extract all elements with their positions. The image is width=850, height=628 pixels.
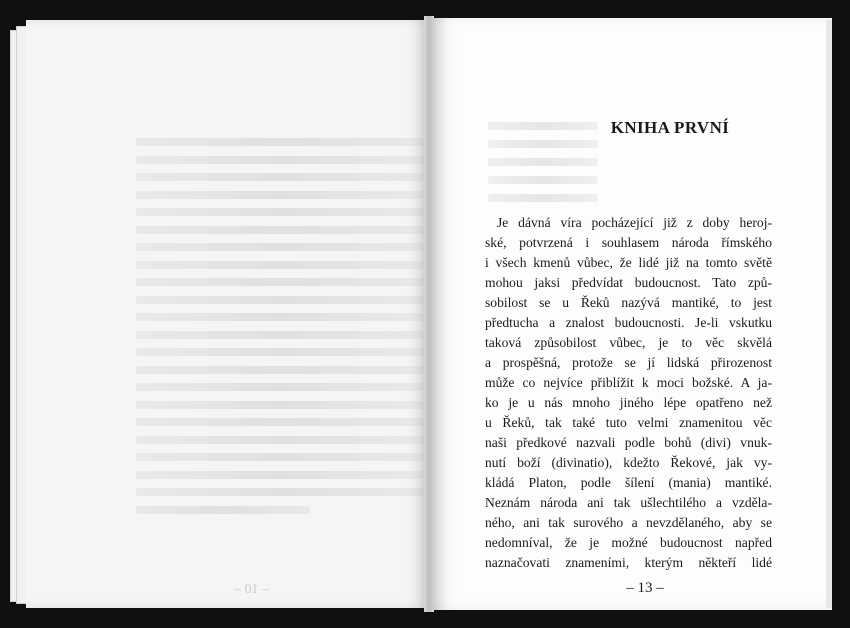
text-line: a prospěšná, protože se jí lidská přirozenost	[485, 355, 772, 370]
show-through-line	[136, 401, 426, 409]
show-through-line	[488, 158, 598, 166]
show-through-line	[136, 226, 426, 234]
text-line: mohou jaksi předvídat budoucnost. Tato způ-	[485, 275, 772, 290]
text-line: může co nejvíce přiblížit k moci božské. A ja-	[485, 375, 772, 390]
show-through-line	[136, 366, 426, 374]
paragraph	[485, 213, 772, 573]
show-through-page-number: – 10 –	[234, 582, 269, 597]
show-through-line	[136, 261, 426, 269]
chapter-title: KNIHA PRVNÍ	[610, 118, 730, 137]
show-through-line	[136, 488, 426, 496]
text-line: ného, ani tak surového a nevzdělaného, aby se	[485, 515, 772, 530]
text-line: kládá Platon, podle šílení (mania) mantiké.	[485, 475, 772, 490]
page-stack-edge	[826, 20, 832, 608]
text-line: naznačovati znameními, kterým někteří lidé	[485, 555, 772, 570]
text-line: Neznám národa ani tak ušlechtilého a vzděla-	[485, 495, 772, 510]
show-through-line	[488, 194, 598, 202]
right-page	[430, 18, 832, 610]
text-line: u Řeků, tak také tuto velmi znamenitou věc	[485, 415, 772, 430]
show-through-line	[136, 243, 426, 251]
show-through-line	[136, 313, 426, 321]
show-through-line	[488, 176, 598, 184]
page-number: – 13 –	[626, 580, 664, 596]
text-line: sobilost se u Řeků nazývá mantiké, to jest	[485, 295, 772, 310]
show-through-line	[136, 208, 426, 216]
text-line: naši předkové nazvali podle bohů (divi) vnuk-	[485, 435, 772, 450]
show-through-line	[136, 173, 426, 181]
text-line: nedomníval, že je možné budoucnost napřed	[485, 535, 772, 550]
show-through-line	[136, 278, 426, 286]
text-line: předtucha a znalost budoucnosti. Je-li vskutku	[485, 315, 772, 330]
show-through-line	[136, 436, 426, 444]
show-through-line	[136, 506, 310, 514]
text-line: Je dávná víra pocházející již z doby heroj-	[497, 215, 772, 230]
show-through-line	[136, 348, 426, 356]
show-through-line	[136, 296, 426, 304]
show-through-line	[136, 331, 426, 339]
text-line: i všech kmenů vůbec, že lidé již na tomto světě	[485, 255, 772, 270]
left-page	[26, 20, 430, 608]
show-through-line	[136, 383, 426, 391]
text-line: ko je u nás mnoho jiného lépe opatřeno než	[485, 395, 772, 410]
text-line: nutí boží (divinatio), kdežto Řekové, jak vy-	[485, 455, 772, 470]
show-through-line	[136, 138, 426, 146]
show-through-line	[136, 471, 426, 479]
show-through-line	[136, 156, 426, 164]
show-through-text	[136, 138, 426, 523]
show-through-line	[136, 418, 426, 426]
show-through-line	[136, 453, 426, 461]
show-through-line	[488, 140, 598, 148]
text-line: taková způsobilost vůbec, je to věc skvělá	[485, 335, 772, 350]
show-through-line	[136, 191, 426, 199]
text-line: ské, potvrzená i souhlasem národa římského	[485, 235, 772, 250]
